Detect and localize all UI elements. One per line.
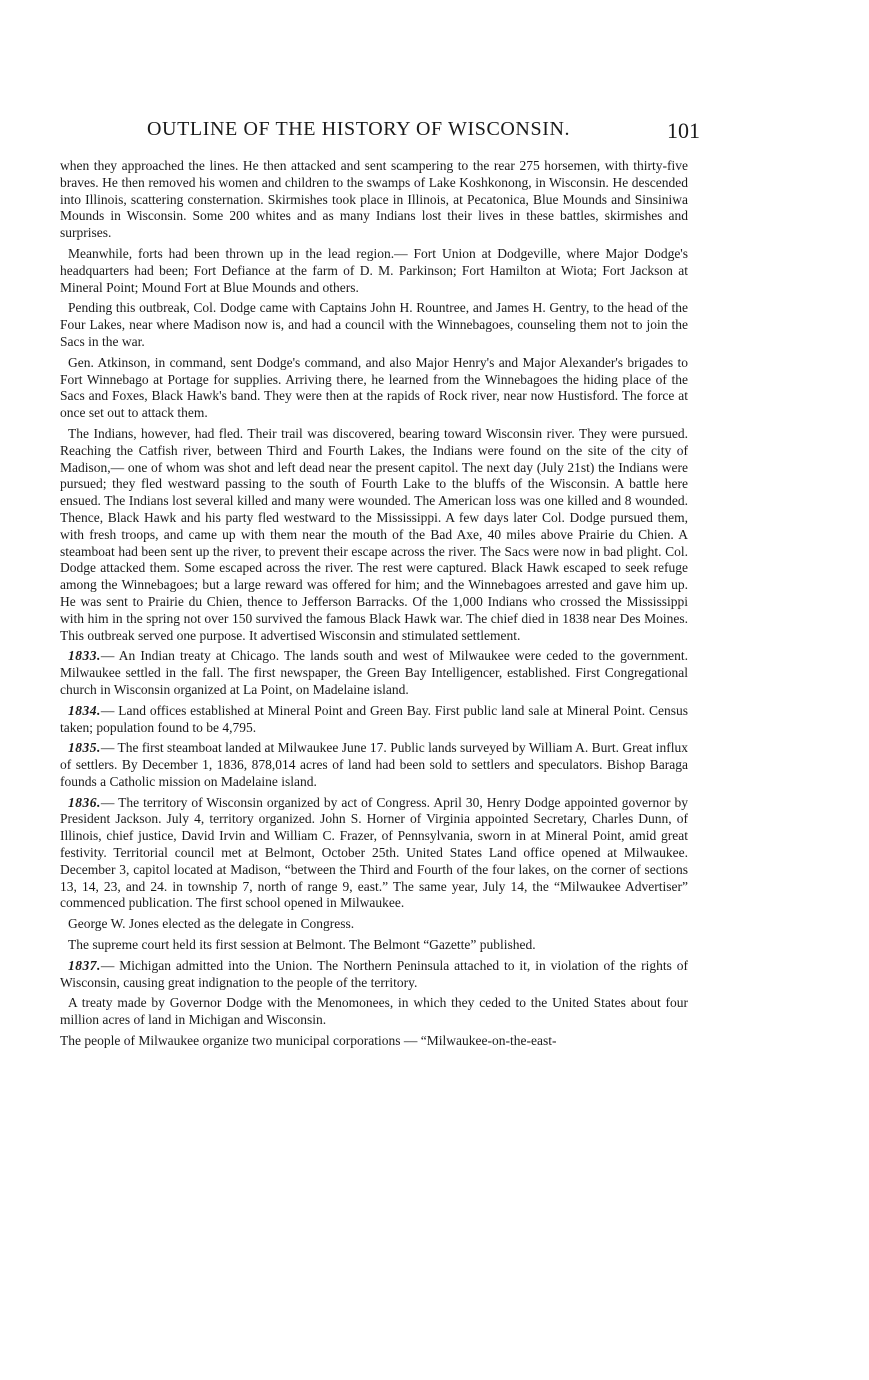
- page-header: [60, 118, 700, 148]
- paragraph: [60, 740, 688, 790]
- paragraph-text: A treaty made by Governor Dodge with the Menomonees, in which they ceded to the United States about four million acres of land in Michigan and Wisconsin.: [60, 995, 688, 1028]
- paragraph: [60, 648, 688, 698]
- paragraph-text: — The first steamboat landed at Milwaukee June 17. Public lands surveyed by William A. Burt. Great influx of settlers. By December 1, 1836, 878,014 acres of land had been sold to settlers and speculators. Bishop Baraga founds a Catholic mission on Madelaine island.: [60, 740, 688, 789]
- paragraph: [60, 1033, 688, 1050]
- paragraph-text: The people of Milwaukee organize two municipal corporations — “Milwaukee-on-the-east-: [60, 1033, 557, 1049]
- paragraph-text: when they approached the lines. He then attacked and sent scampering to the rear 275 horsemen, with thirty-five braves. He then removed his women and children to the swamps of Lake Koshkonong, in Wisconsin. He descended into Illinois, scattering consternation. Skirmishes took place in Illinois, at Pecatonica, Blue Mounds and Sinsiniwa Mounds in Wisconsin. Some 200 whites and as many Indians lost their lives in these battles, skirmishes and surprises.: [60, 158, 688, 241]
- paragraph-text: George W. Jones elected as the delegate in Congress.: [68, 916, 355, 932]
- paragraph-text: Gen. Atkinson, in command, sent Dodge's command, and also Major Henry's and Major Alexander's brigades to Fort Winnebago at Portage for supplies. Arriving there, he learned from the Winnebagoes the hiding place of the Sacs and Foxes, Black Hawk's band. They were then at the rapids of Rock river, near now Hustisford. The force at once set out to attack them.: [60, 354, 688, 421]
- paragraph-text: — Land offices established at Mineral Point and Green Bay. First public land sale at Mineral Point. Census taken; population found to be 4,795.: [60, 702, 688, 735]
- paragraph: [60, 995, 688, 1029]
- paragraph: [60, 426, 688, 644]
- year-heading: 1835.: [68, 740, 101, 756]
- paragraph: [60, 158, 688, 242]
- paragraph-text: — The territory of Wisconsin organized by act of Congress. April 30, Henry Dodge appointed governor by President Jackson. July 4, territory organized. John S. Horner of Virginia appointed Secretary, Charles Dunn, of Illinois, chief justice, David Irvin and William C. Frazer, of Pennsylvania, sworn in at Mineral Point, amid great festivity. Territorial council met at Belmont, October 25th. United States Land office opened at Milwaukee. December 3, capitol located at Madison, “between the Third and Fourth of the four lakes, on the corner of sections 13, 14, 23, and 24. in township 7, north of range 9, east.” The same year, July 14, the “Milwaukee Advertiser” commenced publication. The first school opened in Milwaukee.: [60, 794, 688, 911]
- paragraph-text: Meanwhile, forts had been thrown up in the lead region.— Fort Union at Dodgeville, where Major Dodge's headquarters had been; Fort Defiance at the farm of D. M. Parkinson; Fort Hamilton at Wiota; Fort Jackson at Mineral Point; Mound Fort at Blue Mounds and others.: [60, 245, 688, 295]
- page-number: 101: [667, 118, 700, 143]
- paragraph: [60, 703, 688, 737]
- running-title: OUTLINE OF THE HISTORY OF WISCONSIN.: [147, 118, 571, 140]
- paragraph-text: The supreme court held its first session at Belmont. The Belmont “Gazette” published.: [68, 937, 536, 953]
- paragraph: [60, 300, 688, 350]
- paragraph-text: — An Indian treaty at Chicago. The lands south and west of Milwaukee were ceded to the government. Milwaukee settled in the fall. The first newspaper, the Green Bay Intelligencer, established. First Congregational church in Wisconsin organized at La Point, on Madelaine island.: [60, 648, 688, 697]
- paragraph-text: Pending this outbreak, Col. Dodge came with Captains John H. Rountree, and James H. Gentry, to the head of the Four Lakes, near where Madison now is, and had a council with the Winnebagoes, counseling them not to join the Sacs in the war.: [60, 300, 688, 349]
- paragraph-text: The Indians, however, had fled. Their trail was discovered, bearing toward Wisconsin river. They were pursued. Reaching the Catfish river, between Third and Fourth Lakes, the Indians were found on the site of the city of Madison,— one of whom was shot and left dead near the present capitol. The next day (July 21st) the Indians were pursued; they fled westward passing to the south of Fourth Lake to the bluffs of the Wisconsin. A battle here ensued. The Indians lost several killed and many were wounded. The American loss was one killed and 8 wounded. Thence, Black Hawk and his party fled westward to the Mississippi. A few days later Col. Dodge pursued them, with fresh troops, and came up with them near the mouth of the Bad Axe, 40 miles above Prairie du Chien. A steamboat had been sent up the river, to prevent their escape across the river. The Sacs were now in bad plight. Col. Dodge attacked them. Some escaped across the river. The rest were captured. Black Hawk escaped to seek refuge among the Winnebagoes; but a large reward was offered for him; and the Winnebagoes arrested and gave him up. He was sent to Prairie du Chien, thence to Jefferson Barracks. Of the 1,000 Indians who crossed the Mississippi with him in the spring not over 150 survived the famous Black Hawk war. The chief died in 1838 near Des Moines. This outbreak served one purpose. It advertised Wisconsin and stimulated settlement.: [60, 425, 688, 643]
- paragraph: [60, 937, 688, 954]
- paragraph: [60, 795, 688, 913]
- paragraph: [60, 355, 688, 422]
- year-heading: 1836.: [68, 794, 101, 810]
- year-heading: 1837.: [68, 957, 101, 973]
- year-heading: 1833.: [68, 648, 101, 664]
- paragraph-text: — Michigan admitted into the Union. The Northern Peninsula attached to it, in violation of the rights of Wisconsin, causing great indignation to the people of the territory.: [60, 957, 688, 990]
- paragraph: [60, 958, 688, 992]
- year-heading: 1834.: [68, 702, 101, 718]
- paragraph: [60, 916, 688, 933]
- body-text: [60, 158, 688, 1054]
- paragraph: [60, 246, 688, 296]
